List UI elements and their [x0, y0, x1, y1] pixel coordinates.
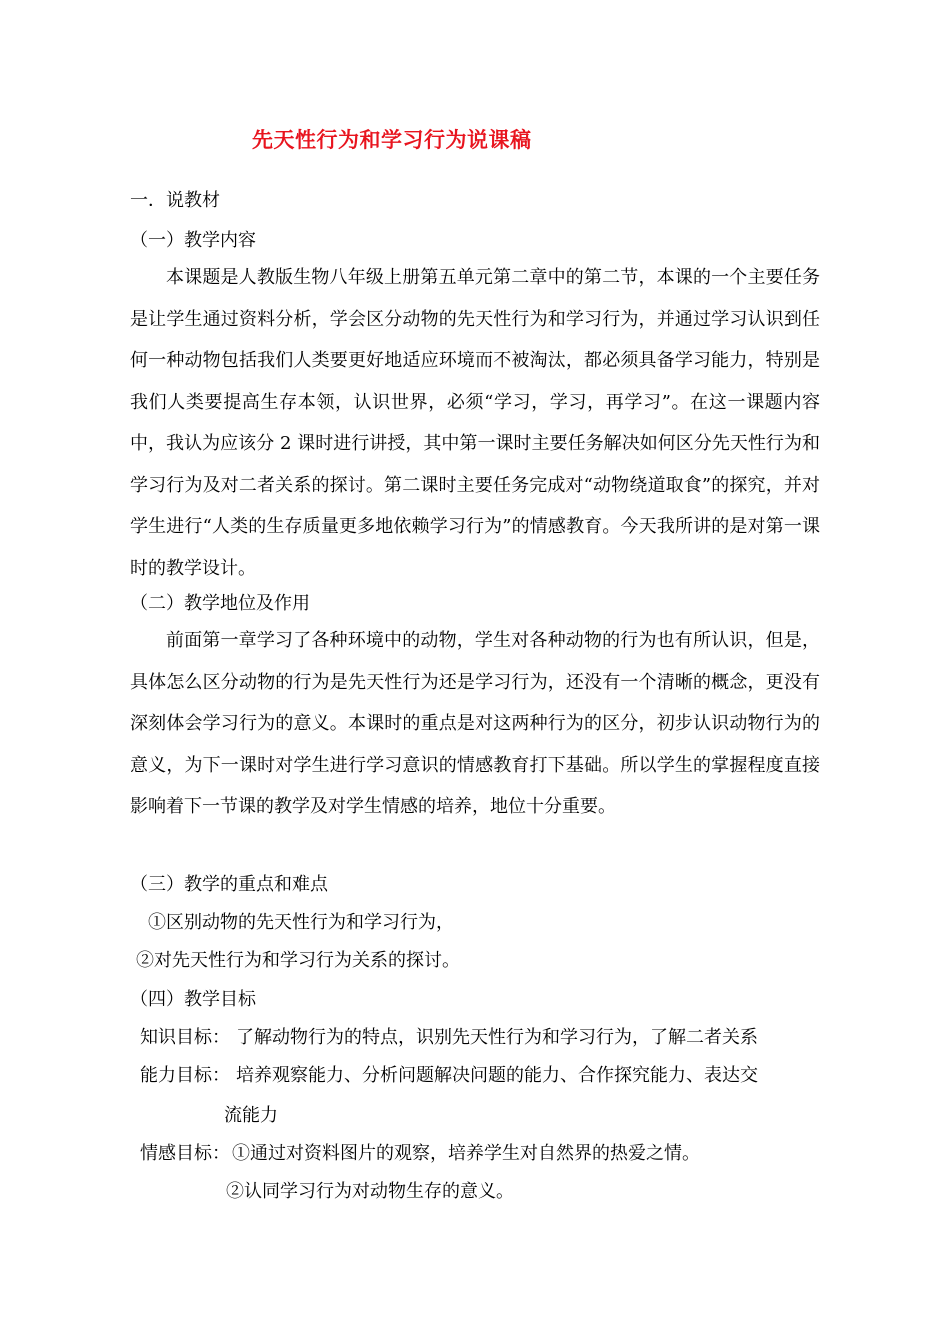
subsection-heading: （三）教学的重点和难点: [130, 874, 328, 895]
goal-label-ability: 能力目标：: [140, 1065, 230, 1086]
document-title: 先天性行为和学习行为说课稿: [252, 127, 532, 152]
goal-text-ability: 培养观察能力、分析问题解决问题的能力、合作探究能力、表达交: [236, 1065, 758, 1086]
goal-label-emotion: 情感目标：: [140, 1143, 230, 1164]
goal-text-emotion: ①通过对资料图片的观察，培养学生对自然界的热爱之情。: [232, 1143, 700, 1164]
paragraph-role: 前面第一章学习了各种环境中的动物，学生对各种动物的行为也有所认识，但是，具体怎么区分动物的行为是先天性行为还是学习行为，还没有一个清晰的概念，更没有深刻体会学习行为的意义。本课时的重点是对这两种行为的区分，初步认识动物行为的意义，为下一课时对学生进行学习意识的情感教育打下基础。所以学生的掌握程度直接影响着下一节课的教学及对学生情感的培养，地位十分重要。: [130, 630, 820, 817]
key-point-item: ①区别动物的先天性行为和学习行为，: [148, 912, 454, 933]
goal-label-knowledge: 知识目标：: [140, 1027, 230, 1048]
paragraph-content: 本课题是人教版生物八年级上册第五单元第二章中的第二节，本课的一个主要任务是让学生通过资料分析，学会区分动物的先天性行为和学习行为，并通过学习认识到任何一种动物包括我们人类要更好地适应环境而不被淘汰，都必须具备学习能力，特别是我们人类要提高生存本领，认识世界，必须“学习，学习，再学习”。在这一课题内容中，我认为应该分 2 课时进行讲授，其中第一课时主要任务解决如何区分先天性行为和学习行为及对二者关系的探讨。第二课时主要任务完成对“动物绕道取食”的探究，并对学生进行“人类的生存质量更多地依赖学习行为”的情感教育。今天我所讲的是对第一课时的教学设计。: [130, 267, 820, 579]
subsection-heading: （四）教学目标: [130, 989, 256, 1010]
subsection-heading: （二）教学地位及作用: [130, 593, 310, 614]
key-point-item: ②对先天性行为和学习行为关系的探讨。: [136, 950, 460, 971]
section-heading: 一．说教材: [130, 190, 220, 211]
goal-text-ability-continued: 流能力: [224, 1105, 278, 1126]
goal-text-knowledge: 了解动物行为的特点，识别先天性行为和学习行为，了解二者关系: [236, 1027, 758, 1048]
subsection-heading: （一）教学内容: [130, 230, 256, 251]
goal-text-emotion-second: ②认同学习行为对动物生存的意义。: [226, 1181, 514, 1202]
